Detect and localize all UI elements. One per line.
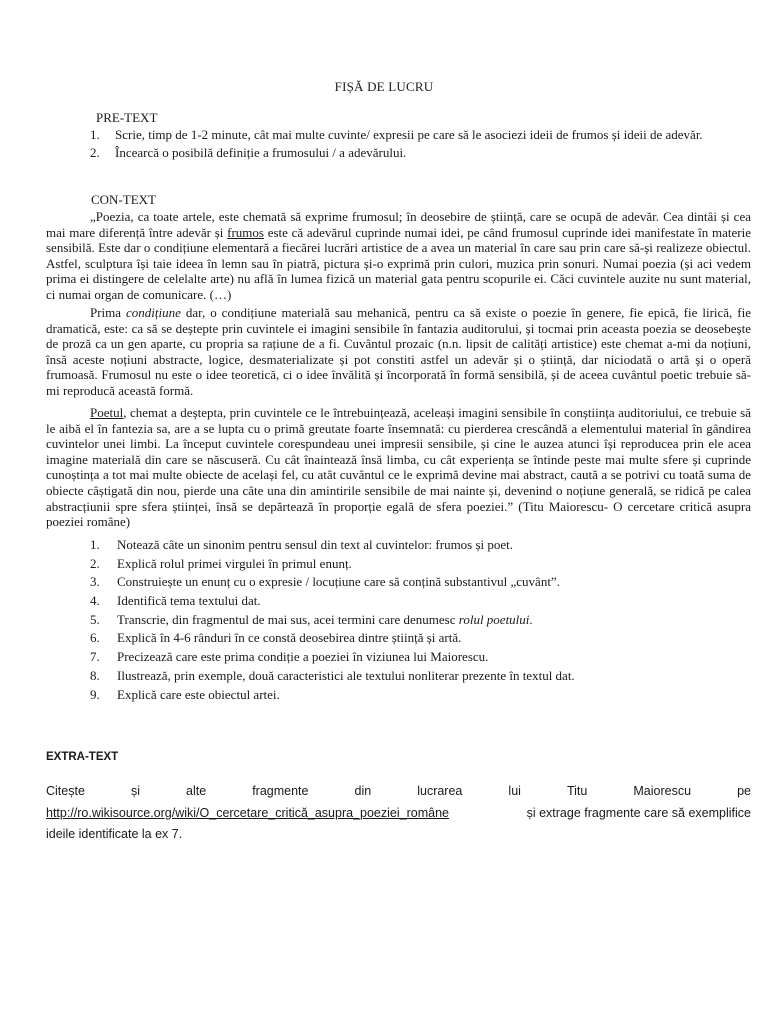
question-text: Notează câte un sinonim pentru sensul din text al cuvintelor: frumos și poet. <box>117 537 514 552</box>
question-number: 8. <box>90 667 100 683</box>
list-item-number: 2. <box>90 145 100 160</box>
question-item <box>90 574 740 593</box>
question-number: 6. <box>90 630 100 646</box>
questions-list <box>90 537 740 705</box>
question-text: Explică care este obiectul artei. <box>117 686 280 702</box>
quote-text: Prima <box>90 305 127 320</box>
question-text: Explică rolul primei virgulei în primul enunț. <box>117 555 352 571</box>
list-item <box>90 127 750 142</box>
list-item-text: Scrie, timp de 1-2 minute, cât mai multe cuvinte/ expresii pe care să le asociezi ideii de frumos și ideii de adevăr. <box>115 127 703 142</box>
question-text: Identifică tema textului dat. <box>117 593 261 609</box>
extratext-line-2 <box>46 803 751 825</box>
question-number: 3. <box>90 574 100 590</box>
extratext-word: alte <box>186 784 207 798</box>
list-item-text: Încearcă o posibilă definiție a frumosului / a adevărului. <box>115 145 407 160</box>
quote-text: este că adevărul cuprinde numai idei, pe când frumosul cuprinde idei manifestate în materie sensibilă. Este dar o condițiune elementară a fiecărei lucrări artistice de a avea un material în care sau prin care să-și realizeze obiectul. Astfel, sculptura își taie ideea în lemn sau în piatră, pictura și-o exprimă prin culori, muzica prin sonuri. Numai poezia (și aci vedem prima ei distingere de celelalte arte) nu află în lumea fizică un material gata pentru scopurile ei. Căci cuvintele auzite nu sunt material, ci numai organ de comunicare. (…) <box>46 224 751 302</box>
question-text: Precizează care este prima condiție a poeziei în viziunea lui Maiorescu. <box>117 649 489 665</box>
list-item-number: 1. <box>90 127 100 142</box>
quote-text: „Poezia, ca toate artele, este chemată să exprime frumosul; în deosebire de știință, care se ocupă de adevăr. Cea dintâi și cea mai mare diferență între adevăr și <box>46 209 751 240</box>
wikisource-link[interactable]: http://ro.wikisource.org/wiki/O_cercetare_critică_asupra_poeziei_române <box>46 805 449 820</box>
question-number: 2. <box>90 555 100 571</box>
question-italic: rolul poetului <box>458 611 530 627</box>
question-text: Explică în 4-6 rânduri în ce constă deosebirea dintre știință și artă. <box>117 630 462 646</box>
extratext-after-link: și extrage fragmente care să exemplifice <box>526 805 751 820</box>
question-number: 4. <box>90 593 100 609</box>
page-title: FIȘĂ DE LUCRU <box>334 79 434 94</box>
extratext-heading: EXTRA-TEXT <box>46 751 119 763</box>
italic-word: condițiune <box>126 305 181 320</box>
underlined-word: Poetul <box>90 405 124 420</box>
question-tail: . <box>529 611 533 627</box>
question-number: 9. <box>90 686 100 702</box>
extratext-word: din <box>354 784 372 798</box>
question-item <box>90 687 740 706</box>
question-number: 7. <box>90 649 100 665</box>
extratext-word: pe <box>737 784 751 798</box>
question-item <box>90 649 740 668</box>
quote-paragraph-2 <box>46 305 751 399</box>
pretext-list <box>90 127 750 160</box>
extratext-word: lucrarea <box>417 784 463 798</box>
quote-text: dar, o condițiune materială sau mehanică, pentru ca să existe o poezie în genere, fie epică, fie lirică, fie dramatică, este: ca să se deștepte prin cuvintele ei imagini sensibile în fantazia auditorului, și tocmai prin aceasta poezia se deosebește de proză ca un gen aparte, cu propria sa rațiune de a fi. Cuvântul prozaic (n.n. lipsit de calități artistice) este chemat a-mi da noțiuni, însă aceste noțiuni abstracte, logice, desmaterializate și pot constiti astfel un adevăr și o știință, dar niciodată o artă și o operă frumoasă. Frumosul nu este o idee teoretică, ci o idee învălită și încorporată în formă sensibilă, și de aceea cuvântul poetic trebuie să-mi reproducă această formă. <box>46 305 751 398</box>
context-heading: CON-TEXT <box>91 192 156 207</box>
question-item <box>90 593 740 612</box>
question-item <box>90 537 740 556</box>
quote-text: , chemat a deștepta, prin cuvintele ce le întrebuințează, aceleași imagini sensibile în conștiința auditoriului, ce trebuie să le aibă el în fantezia sa, are a se lupta cu o primă greutate foarte însemnată: cu pierderea crescândă a elementului material în gândirea cuvintelor unei limbi. La început cuvintele corespundeau unei impresii sensibile, și cine le auzea atunci își reproducea prin ele acea imagine materială din care se născuseră. Cu cât înaintează însă limba, cu cât experiența se întinde peste mai multe sfere și cuprinde cunoștința a tot mai multe obiecte de același fel, cu atât cuvântul ce le exprimă devine mai abstract, caută a se potrivi cu toată suma de obiecte câștigată din nou, pierde una câte una din amintirile sensibile de mai nainte și, devenind o noțiune generală, se ridică pe calea abstracțiunii spre sfera științei, însă se depărtează în proporție egală de sfera poeziei.” (Titu Maiorescu- O cercetare critică asupra poeziei române) <box>46 405 751 530</box>
question-text: Construiește un enunț cu o expresie / locuțiune care să conțină substantivul „cuvânt”. <box>117 574 560 590</box>
quote-paragraph-1 <box>46 209 751 303</box>
extratext-word: Citește <box>46 784 85 798</box>
list-item <box>90 145 750 160</box>
extratext-paragraph <box>46 781 751 846</box>
extratext-word: Titu <box>566 784 588 798</box>
question-text: Transcrie, din fragmentul de mai sus, acei termini care denumesc <box>117 611 459 627</box>
extratext-word: și <box>130 784 140 798</box>
question-number: 1. <box>90 537 100 552</box>
extratext-word: Maiorescu <box>633 784 692 798</box>
question-item <box>90 612 740 631</box>
question-item <box>90 668 740 687</box>
extratext-word: lui <box>508 784 521 798</box>
question-item <box>90 630 740 649</box>
underlined-word: frumos <box>227 224 264 240</box>
extratext-word: fragmente <box>252 784 309 798</box>
question-item <box>90 556 740 575</box>
question-text: Ilustrează, prin exemple, două caracteristici ale textului nonliterar prezente în textul dat. <box>117 667 575 683</box>
extratext-line-1 <box>46 781 751 803</box>
pretext-heading: PRE-TEXT <box>96 110 158 125</box>
extratext-line-3: ideile identificate la ex 7. <box>46 827 183 841</box>
quote-paragraph-3 <box>46 405 751 530</box>
question-number: 5. <box>90 611 100 627</box>
